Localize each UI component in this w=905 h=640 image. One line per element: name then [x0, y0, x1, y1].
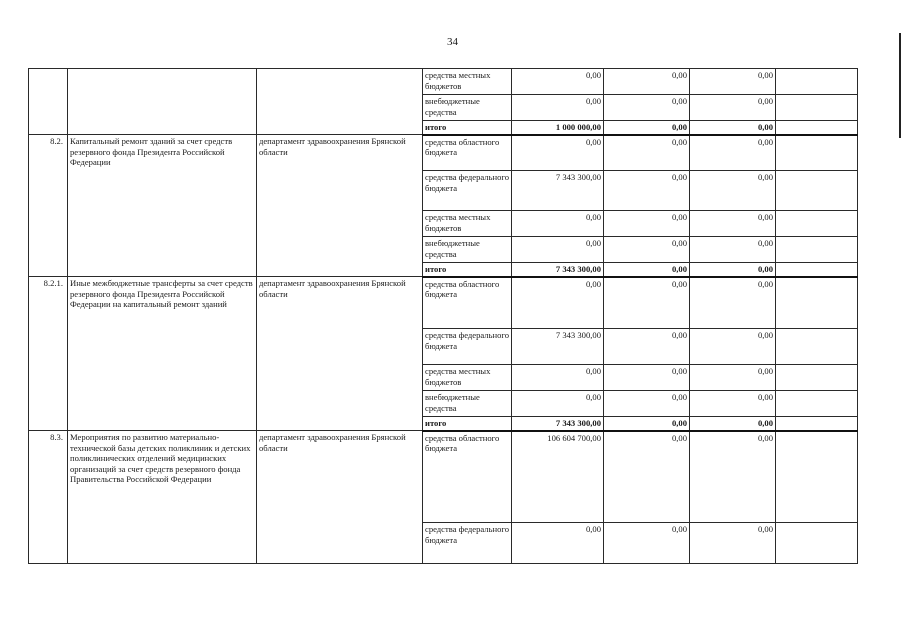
amount-cell: 0,00 — [690, 135, 776, 171]
empty-cell — [776, 95, 858, 121]
amount-cell: 0,00 — [690, 211, 776, 237]
amount-cell: 7 343 300,00 — [512, 171, 604, 211]
executor-cell: департамент здравоохранения Брянской области — [257, 277, 423, 431]
amount-cell: 0,00 — [690, 365, 776, 391]
amount-cell: 0,00 — [690, 263, 776, 277]
funding-source: средства федерального бюджета — [423, 329, 512, 365]
funding-source: внебюджетные средства — [423, 391, 512, 417]
amount-cell: 0,00 — [604, 237, 690, 263]
empty-cell — [776, 329, 858, 365]
empty-cell — [776, 365, 858, 391]
empty-cell — [776, 135, 858, 171]
amount-cell: 0,00 — [604, 277, 690, 329]
amount-cell: 1 000 000,00 — [512, 121, 604, 135]
item-code-cell — [29, 69, 68, 135]
empty-cell — [776, 417, 858, 431]
amount-cell: 0,00 — [690, 329, 776, 365]
amount-cell: 0,00 — [512, 277, 604, 329]
item-code-cell: 8.2. — [29, 135, 68, 277]
funding-source: итого — [423, 121, 512, 135]
amount-cell: 0,00 — [604, 523, 690, 564]
amount-cell: 0,00 — [690, 391, 776, 417]
amount-cell: 0,00 — [604, 365, 690, 391]
amount-cell: 0,00 — [690, 417, 776, 431]
amount-cell: 0,00 — [690, 237, 776, 263]
funding-source: средства местных бюджетов — [423, 211, 512, 237]
funding-source: средства местных бюджетов — [423, 69, 512, 95]
amount-cell: 0,00 — [512, 523, 604, 564]
amount-cell: 0,00 — [604, 329, 690, 365]
table-row — [29, 277, 858, 329]
item-name-cell: Мероприятия по развитию материально-технической базы детских поликлиник и детских поликлинических отделений медицинских организаций за счет средств резервного фонда Правительства Российской Федерации — [68, 431, 257, 564]
item-name-cell: Иные межбюджетные трансферты за счет средств резервного фонда Президента Российской Федерации на капитальный ремонт зданий — [68, 277, 257, 431]
funding-source: внебюджетные средства — [423, 95, 512, 121]
amount-cell: 0,00 — [690, 69, 776, 95]
budget-table — [28, 68, 858, 564]
empty-cell — [776, 391, 858, 417]
amount-cell: 7 343 300,00 — [512, 263, 604, 277]
amount-cell: 0,00 — [604, 211, 690, 237]
funding-source: средства областного бюджета — [423, 431, 512, 523]
amount-cell: 0,00 — [512, 237, 604, 263]
amount-cell: 0,00 — [604, 121, 690, 135]
amount-cell: 0,00 — [690, 121, 776, 135]
table-row — [29, 431, 858, 523]
empty-cell — [776, 69, 858, 95]
amount-cell: 0,00 — [604, 391, 690, 417]
amount-cell: 0,00 — [690, 523, 776, 564]
amount-cell: 0,00 — [604, 69, 690, 95]
amount-cell: 106 604 700,00 — [512, 431, 604, 523]
empty-cell — [776, 171, 858, 211]
funding-source: внебюджетные средства — [423, 237, 512, 263]
table-row — [29, 69, 858, 95]
empty-cell — [776, 263, 858, 277]
amount-cell: 0,00 — [604, 135, 690, 171]
empty-cell — [776, 211, 858, 237]
executor-cell — [257, 69, 423, 135]
funding-source: средства областного бюджета — [423, 277, 512, 329]
amount-cell: 0,00 — [690, 95, 776, 121]
empty-cell — [776, 277, 858, 329]
amount-cell: 7 343 300,00 — [512, 329, 604, 365]
amount-cell: 0,00 — [512, 211, 604, 237]
item-code-cell: 8.3. — [29, 431, 68, 564]
empty-cell — [776, 121, 858, 135]
funding-source: итого — [423, 417, 512, 431]
empty-cell — [776, 237, 858, 263]
funding-source: средства федерального бюджета — [423, 171, 512, 211]
amount-cell: 0,00 — [512, 95, 604, 121]
item-code-cell: 8.2.1. — [29, 277, 68, 431]
executor-cell: департамент здравоохранения Брянской области — [257, 431, 423, 564]
page-number: 34 — [447, 36, 458, 48]
item-name-cell: Капитальный ремонт зданий за счет средств резервного фонда Президента Российской Федерации — [68, 135, 257, 277]
funding-source: средства областного бюджета — [423, 135, 512, 171]
empty-cell — [776, 431, 858, 523]
amount-cell: 0,00 — [690, 277, 776, 329]
item-name-cell — [68, 69, 257, 135]
scan-edge-mark — [899, 33, 901, 138]
amount-cell: 0,00 — [604, 171, 690, 211]
amount-cell: 0,00 — [512, 391, 604, 417]
amount-cell: 0,00 — [604, 263, 690, 277]
executor-cell: департамент здравоохранения Брянской области — [257, 135, 423, 277]
amount-cell: 0,00 — [512, 365, 604, 391]
funding-source: итого — [423, 263, 512, 277]
funding-source: средства федерального бюджета — [423, 523, 512, 564]
amount-cell: 0,00 — [604, 417, 690, 431]
amount-cell: 0,00 — [690, 171, 776, 211]
table-row — [29, 135, 858, 171]
amount-cell: 0,00 — [604, 431, 690, 523]
amount-cell: 0,00 — [604, 95, 690, 121]
amount-cell: 0,00 — [512, 135, 604, 171]
funding-source: средства местных бюджетов — [423, 365, 512, 391]
amount-cell: 0,00 — [690, 431, 776, 523]
amount-cell: 7 343 300,00 — [512, 417, 604, 431]
amount-cell: 0,00 — [512, 69, 604, 95]
empty-cell — [776, 523, 858, 564]
